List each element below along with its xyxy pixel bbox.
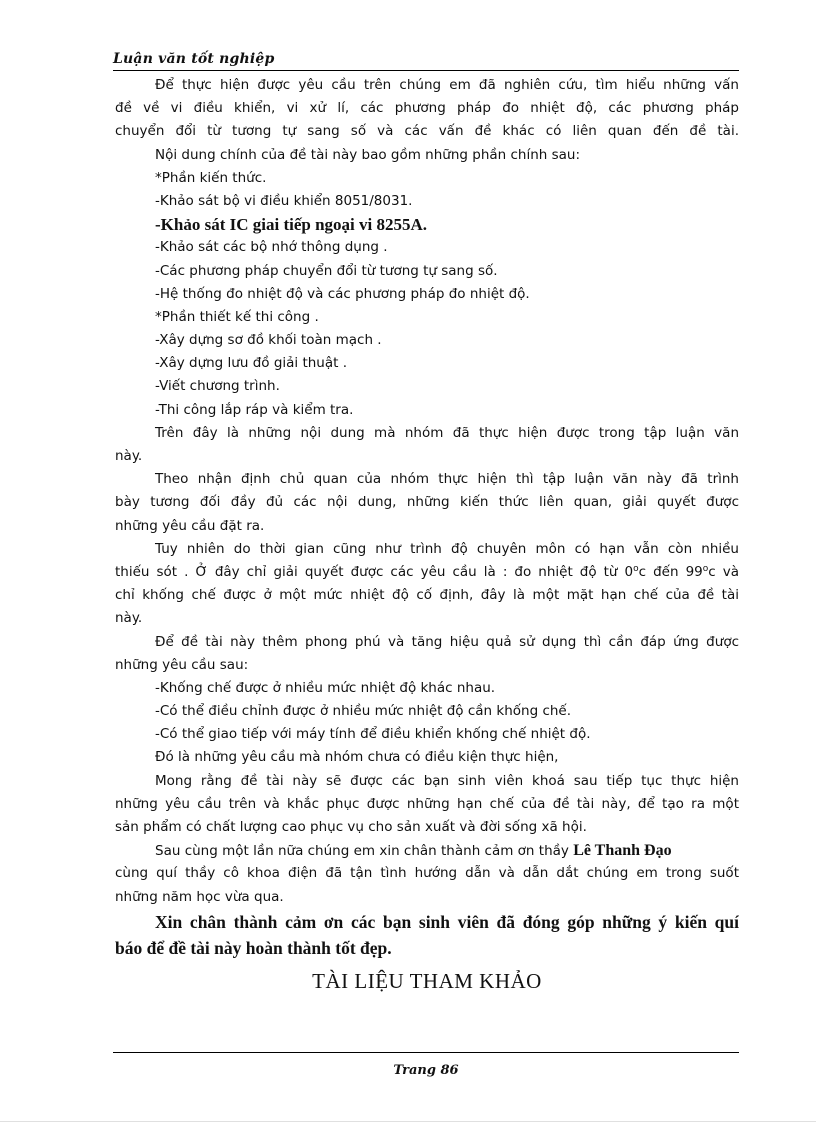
page-edge-divider [0,1121,816,1122]
p5-line-4: này. [115,610,143,627]
advisor-name: Lê Thanh Đạo [573,842,672,860]
p5-line-2-c: c và [708,563,739,580]
p9-line-1 [115,839,739,862]
p8-line-2: những yêu cầu trên và khắc phục được những hạn chế của đề tài này, để tạo ra một [115,795,739,812]
list1-item-10: -Viết chương trình. [155,378,280,395]
p8-line-1: Mong rằng đề tài này sẽ được các bạn sinh viên khoá sau tiếp tục thực hiện [155,772,739,789]
p6-line-2: những yêu cầu sau: [115,656,249,673]
p4-line-3: những yêu cầu đặt ra. [115,517,265,534]
page-footer [113,1052,739,1078]
p9-line-3: những năm học vừa qua. [115,888,284,905]
list1-item-8: -Xây dựng sơ đồ khối toàn mạch . [155,332,382,349]
p5-line-2-a: thiếu sót . Ở đây chỉ giải quyết được các yêu cầu là : đo nhiệt độ từ 0 [115,563,634,580]
list2-item-1: -Khống chế được ở nhiều mức nhiệt độ khác nhau. [155,679,496,696]
p4-line-2: bày tương đối đầy đủ các nội dung, những kiến thức liên quan, giải quyết được [115,494,739,511]
list1-item-4: -Khảo sát các bộ nhớ thông dụng . [155,239,388,256]
p4-line-1: Theo nhận định chủ quan của nhóm thực hiện thì tập luận văn này đã trình [155,471,739,488]
page-header [113,48,739,71]
p6-line-1: Để đề tài này thêm phong phú và tăng hiệu quả sử dụng thì cần đáp ứng được [155,633,739,650]
p1-line-1: Để thực hiện được yêu cầu trên chúng em đã nghiên cứu, tìm hiểu những vấn [155,77,739,93]
p5-line-1: Tuy nhiên do thời gian cũng như trình độ chuyên môn có hạn vẫn còn nhiều [155,540,739,557]
p1-line-3: chuyển đổi từ tương tự sang số và các vấn đề khác có liên quan đến đề tài. [115,123,739,140]
p5-line-2 [115,561,739,584]
list1-item-3: -Khảo sát IC giai tiếp ngoại vi 8255A. [155,215,428,235]
list1-item-11: -Thi công lắp ráp và kiểm tra. [155,401,354,418]
list2-item-3: -Có thể giao tiếp với máy tính để điều khiển khống chế nhiệt độ. [155,726,591,743]
degree-mark: o [633,563,639,574]
header-title: Luận văn tốt nghiệp [113,51,275,67]
p5-line-2-b: c đến 99 [638,563,703,580]
list2-item-2: -Có thể điều chỉnh được ở nhiều mức nhiệt độ cần khống chế. [155,703,572,720]
list1-item-6: -Hệ thống đo nhiệt độ và các phương pháp đo nhiệt độ. [155,285,530,302]
p9-line-1-text: Sau cùng một lần nữa chúng em xin chân thành cảm ơn thầy [155,843,574,860]
degree-mark: o [702,563,709,574]
document-body [115,74,739,994]
p3-line-1: Trên đây là những nội dung mà nhóm đã thực hiện được trong tập luận văn [155,424,739,441]
list1-item-2: -Khảo sát bộ vi điều khiển 8051/8031. [155,192,413,209]
p8-line-3: sản phẩm có chất lượng cao phục vụ cho sản xuất và đời sống xã hội. [115,819,587,835]
list1-item-9: -Xây dựng lưu đồ giải thuật . [155,355,348,372]
p10-line-1: Xin chân thành cảm ơn các bạn sinh viên đã đóng góp những ý kiến quí [155,911,739,932]
page-number: Trang 86 [393,1063,459,1078]
section-heading: TÀI LIỆU THAM KHẢO [312,968,542,993]
p5-line-3: chỉ khống chế được ở một mức nhiệt độ cố định, đây là một mặt hạn chế của đề tài [115,587,739,604]
p9-line-2: cùng quí thầy cô khoa điện đã tận tình hướng dẫn và dẫn dắt chúng em trong suốt [115,865,739,882]
list1-item-7: *Phần thiết kế thi công . [155,308,319,325]
p10-line-2: báo để đề tài này hoàn thành tốt đẹp. [115,937,392,958]
list1-item-1: *Phần kiến thức. [155,169,267,186]
p1-line-2: đề về vi điều khiển, vi xử lí, các phương pháp đo nhiệt độ, các phương pháp [115,100,739,117]
p2-line: Nội dung chính của đề tài này bao gồm những phần chính sau: [155,146,581,163]
p3-line-2: này. [115,448,143,464]
p7-line: Đó là những yêu cầu mà nhóm chưa có điều kiện thực hiện, [155,749,559,766]
list1-item-5: -Các phương pháp chuyển đổi từ tương tự sang số. [155,262,498,279]
